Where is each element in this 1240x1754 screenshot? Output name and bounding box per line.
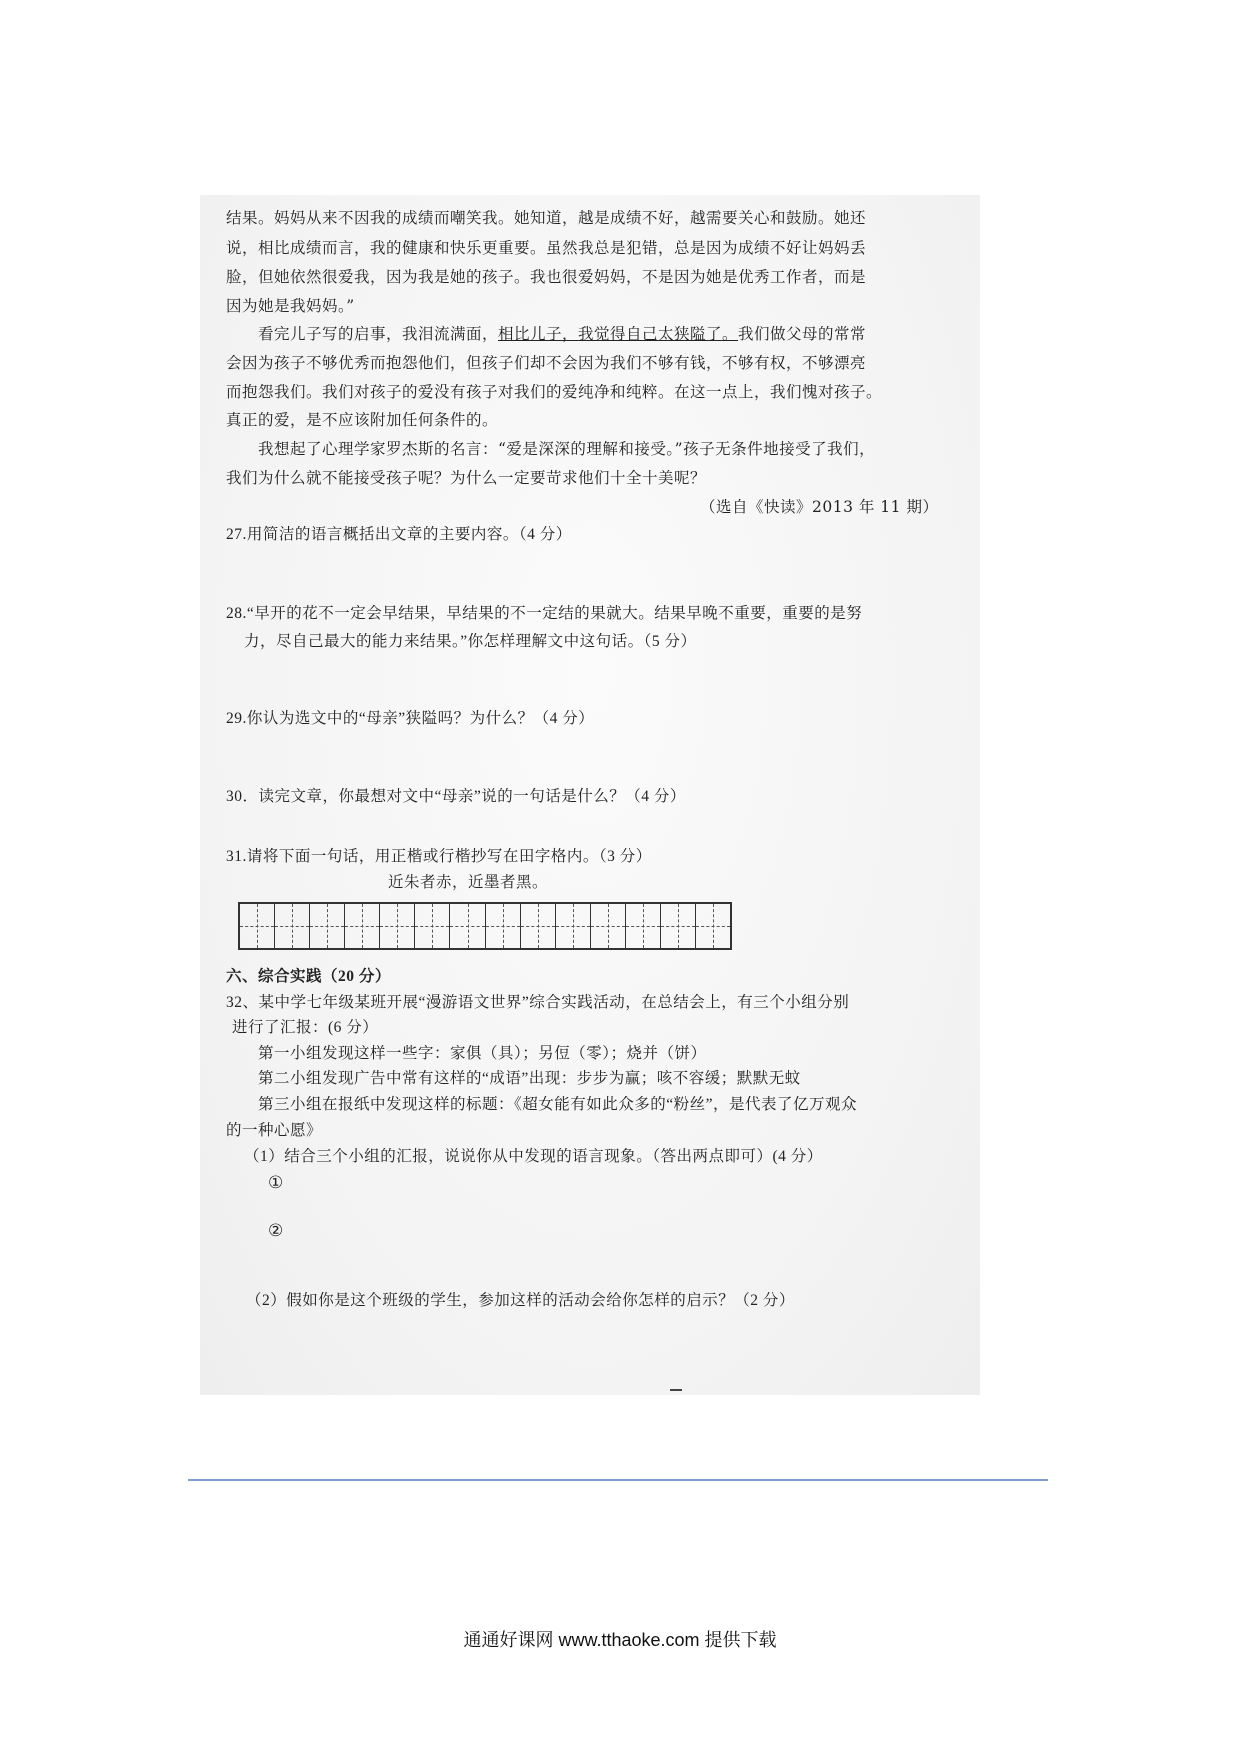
grid-cell[interactable]	[486, 904, 521, 948]
passage-line: 脸，但她依然很爱我，因为我是她的孩子。我也很爱妈妈，不是因为她是优秀工作者，而是	[226, 268, 867, 286]
grid-cell[interactable]	[661, 904, 696, 948]
grid-cell[interactable]	[415, 904, 450, 948]
question-32-cont: 进行了汇报：(6 分）	[232, 1019, 379, 1036]
tian-zi-ge-grid[interactable]	[238, 902, 732, 950]
group-1-report: 第一小组发现这样一些字：家俱（具）；另侸（零）；烧并（饼）	[258, 1045, 707, 1062]
question-30: 30．读完文章，你最想对文中“母亲”说的一句话是什么？（4 分）	[226, 788, 686, 805]
section-title: 六、综合实践（20 分）	[226, 968, 391, 985]
grid-cell[interactable]	[310, 904, 345, 948]
group-3-report: 第三小组在报纸中发现这样的标题：《超女能有如此众多的“粉丝”，是代表了亿万观众	[258, 1096, 858, 1113]
page-mark	[670, 1389, 682, 1391]
copy-sentence: 近朱者赤，近墨者黑。	[388, 874, 549, 891]
question-32: 32、某中学七年级某班开展“漫游语文世界”综合实践活动，在总结会上，有三个小组分别	[226, 994, 850, 1011]
passage-source: （选自《快读》2013 年 11 期）	[700, 498, 939, 516]
passage-line: 会因为孩子不够优秀而抱怨他们，但孩子们却不会因为我们不够有钱，不够有权，不够漂亮	[226, 354, 867, 372]
answer-mark-1: ①	[268, 1173, 284, 1192]
grid-cell[interactable]	[591, 904, 626, 948]
passage-line: 说，相比成绩而言，我的健康和快乐更重要。虽然我总是犯错，总是因为成绩不好让妈妈丢	[226, 239, 867, 257]
footer-text: 通通好课网 www.tthaoke.com 提供下载	[463, 1630, 777, 1650]
passage-text: 我们做父母的常常	[738, 325, 867, 343]
passage-line: 因为她是我妈妈。”	[226, 297, 355, 315]
underlined-sentence: 相比儿子，我觉得自己太狭隘了。	[498, 325, 739, 343]
sub-question-2: （2）假如你是这个班级的学生，参加这样的活动会给你怎样的启示？（2 分）	[246, 1292, 795, 1309]
grid-cell[interactable]	[626, 904, 661, 948]
passage-line	[258, 323, 866, 345]
passage-line: 真正的爱，是不应该附加任何条件的。	[226, 411, 499, 429]
grid-cell[interactable]	[450, 904, 485, 948]
grid-cell[interactable]	[275, 904, 310, 948]
grid-cell[interactable]	[345, 904, 380, 948]
group-3-report-cont: 的一种心愿》	[226, 1122, 323, 1139]
passage-text: 看完儿子写的启事，我泪流满面，	[258, 325, 499, 343]
question-31: 31.请将下面一句话，用正楷或行楷抄写在田字格内。（3 分）	[226, 848, 652, 865]
answer-mark-2: ②	[268, 1221, 284, 1240]
grid-cell[interactable]	[521, 904, 556, 948]
question-28: 28.“早开的花不一定会早结果，早结果的不一定结的果就大。结果早晚不重要，重要的是努	[226, 605, 863, 622]
question-27: 27.用简洁的语言概括出文章的主要内容。（4 分）	[226, 526, 572, 543]
grid-cell[interactable]	[696, 904, 730, 948]
grid-cell[interactable]	[556, 904, 591, 948]
passage-line: 结果。妈妈从来不因我的成绩而嘲笑我。她知道，越是成绩不好，越需要关心和鼓励。她还	[226, 209, 867, 227]
passage-line: 我想起了心理学家罗杰斯的名言：“爱是深深的理解和接受。”孩子无条件地接受了我们，	[258, 440, 876, 458]
group-2-report: 第二小组发现广告中常有这样的“成语”出现：步步为赢；咳不容缓；默默无蚊	[258, 1070, 801, 1087]
grid-cell[interactable]	[380, 904, 415, 948]
question-29: 29.你认为选文中的“母亲”狭隘吗？为什么？（4 分）	[226, 710, 595, 727]
passage-line: 我们为什么就不能接受孩子呢？为什么一定要苛求他们十全十美呢？	[226, 469, 707, 487]
passage-line: 而抱怨我们。我们对孩子的爱没有孩子对我们的爱纯净和纯粹。在这一点上，我们愧对孩子。	[226, 383, 883, 401]
footer-divider	[188, 1479, 1048, 1481]
grid-cell[interactable]	[240, 904, 275, 948]
sub-question-1: （1）结合三个小组的汇报，说说你从中发现的语言现象。（答出两点即可）(4 分）	[244, 1148, 823, 1165]
question-28-cont: 力，尽自己最大的能力来结果。”你怎样理解文中这句话。（5 分）	[244, 633, 697, 650]
